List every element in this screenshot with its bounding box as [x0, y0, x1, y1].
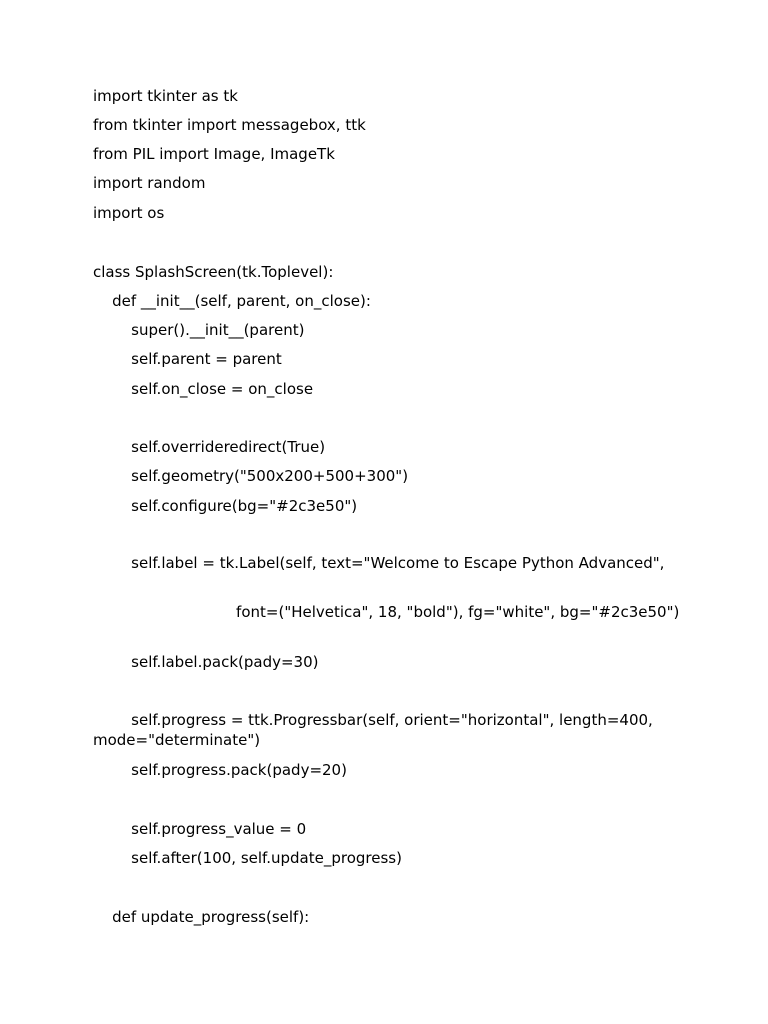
code-line-wrapped: font=("Helvetica", 18, "bold"), fg="white", bg="#2c3e50") — [93, 603, 680, 621]
code-line: import os — [93, 204, 165, 222]
code-line-wrapped: self.label = tk.Label(self, text="Welcome to Escape Python Advanced", — [93, 554, 665, 572]
code-line: self.label.pack(pady=30) — [93, 653, 319, 671]
code-line: from tkinter import messagebox, ttk — [93, 116, 366, 134]
code-line: self.on_close = on_close — [93, 380, 314, 398]
code-line: self.after(100, self.update_progress) — [93, 849, 402, 867]
code-line: self.geometry("500x200+500+300") — [93, 467, 409, 485]
code-line: def update_progress(self): — [93, 908, 310, 926]
code-line-wrapped: self.progress = ttk.Progressbar(self, orient="horizontal", length=400, mode="determinate") — [93, 711, 658, 749]
code-line: import random — [93, 174, 206, 192]
code-line: self.progress_value = 0 — [93, 820, 307, 838]
code-line: class SplashScreen(tk.Toplevel): — [93, 263, 334, 281]
code-line: def __init__(self, parent, on_close): — [93, 292, 371, 310]
code-line: self.configure(bg="#2c3e50") — [93, 497, 358, 515]
code-line: self.parent = parent — [93, 350, 282, 368]
code-line: import tkinter as tk — [93, 87, 238, 105]
code-line: self.progress.pack(pady=20) — [93, 761, 347, 779]
code-line: from PIL import Image, ImageTk — [93, 145, 335, 163]
code-line: super().__init__(parent) — [93, 321, 305, 339]
code-line: self.overrideredirect(True) — [93, 438, 326, 456]
